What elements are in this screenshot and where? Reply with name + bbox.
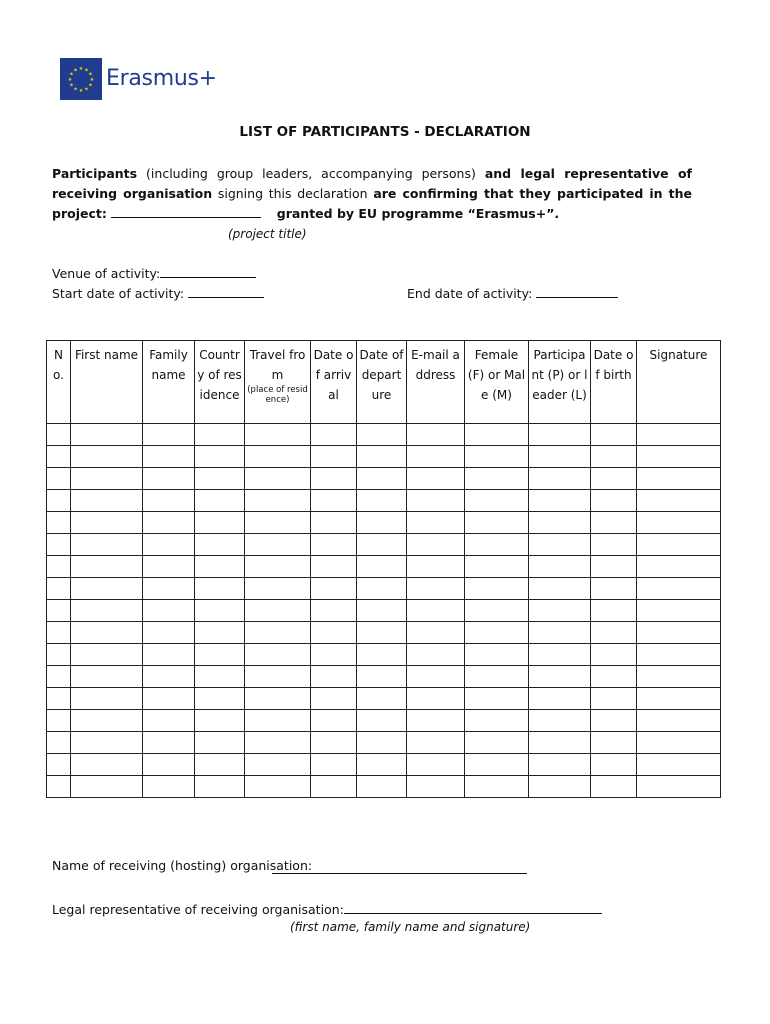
table-cell[interactable] bbox=[591, 534, 637, 556]
table-cell[interactable] bbox=[311, 534, 357, 556]
intro-text-2: (including group leaders, accompanying persons) bbox=[137, 166, 485, 181]
table-cell[interactable] bbox=[591, 578, 637, 600]
table-cell[interactable] bbox=[591, 688, 637, 710]
table-cell[interactable] bbox=[465, 446, 529, 468]
table-cell[interactable] bbox=[245, 710, 311, 732]
table-cell[interactable] bbox=[143, 688, 195, 710]
table-cell[interactable] bbox=[407, 556, 465, 578]
table-cell[interactable] bbox=[357, 446, 407, 468]
table-cell[interactable] bbox=[529, 512, 591, 534]
table-cell[interactable] bbox=[195, 534, 245, 556]
end-date-line bbox=[407, 284, 618, 301]
table-cell[interactable] bbox=[407, 446, 465, 468]
table-cell[interactable] bbox=[245, 600, 311, 622]
table-cell[interactable] bbox=[195, 578, 245, 600]
table-cell[interactable] bbox=[195, 622, 245, 644]
table-cell[interactable] bbox=[529, 534, 591, 556]
table-cell[interactable] bbox=[143, 468, 195, 490]
table-cell[interactable] bbox=[407, 578, 465, 600]
intro-bold-1: Participants bbox=[52, 166, 138, 181]
table-row bbox=[47, 468, 721, 490]
table-cell[interactable] bbox=[143, 754, 195, 776]
table-row bbox=[47, 622, 721, 644]
table-cell[interactable] bbox=[143, 776, 195, 798]
table-cell[interactable] bbox=[311, 754, 357, 776]
table-cell[interactable] bbox=[195, 666, 245, 688]
table-cell[interactable] bbox=[591, 732, 637, 754]
table-cell[interactable] bbox=[143, 644, 195, 666]
table-cell[interactable] bbox=[71, 732, 143, 754]
table-cell[interactable] bbox=[637, 754, 721, 776]
table-cell[interactable] bbox=[637, 666, 721, 688]
table-cell[interactable] bbox=[245, 666, 311, 688]
table-cell[interactable] bbox=[245, 644, 311, 666]
table-cell[interactable] bbox=[71, 446, 143, 468]
table-cell[interactable] bbox=[245, 622, 311, 644]
table-cell[interactable] bbox=[311, 424, 357, 446]
table-cell[interactable] bbox=[465, 424, 529, 446]
table-cell[interactable] bbox=[47, 578, 71, 600]
table-cell[interactable] bbox=[407, 424, 465, 446]
table-cell[interactable] bbox=[195, 644, 245, 666]
table-cell[interactable] bbox=[71, 644, 143, 666]
table-cell[interactable] bbox=[311, 710, 357, 732]
star-icon: ★ bbox=[89, 77, 95, 83]
table-cell[interactable] bbox=[529, 754, 591, 776]
table-cell[interactable] bbox=[245, 578, 311, 600]
table-cell[interactable] bbox=[637, 644, 721, 666]
table-cell[interactable] bbox=[311, 732, 357, 754]
table-row bbox=[47, 732, 721, 754]
table-cell[interactable] bbox=[529, 710, 591, 732]
page-title: LIST OF PARTICIPANTS - DECLARATION bbox=[239, 124, 531, 140]
legal-rep-label: Legal representative of receiving organisation: bbox=[52, 902, 344, 917]
table-cell[interactable] bbox=[47, 622, 71, 644]
table-row bbox=[47, 710, 721, 732]
table-cell[interactable] bbox=[465, 688, 529, 710]
table-row bbox=[47, 534, 721, 556]
intro-text-4: signing this declaration bbox=[212, 186, 374, 201]
table-cell[interactable] bbox=[47, 534, 71, 556]
table-cell[interactable] bbox=[143, 556, 195, 578]
table-cell[interactable] bbox=[311, 490, 357, 512]
table-cell[interactable] bbox=[357, 754, 407, 776]
header-first-name: First name bbox=[71, 341, 143, 424]
table-row bbox=[47, 776, 721, 798]
table-cell[interactable] bbox=[357, 578, 407, 600]
eu-flag-icon bbox=[60, 58, 102, 100]
table-cell[interactable] bbox=[47, 512, 71, 534]
table-cell[interactable] bbox=[71, 468, 143, 490]
table-row bbox=[47, 490, 721, 512]
table-cell[interactable] bbox=[529, 446, 591, 468]
table-cell[interactable] bbox=[591, 666, 637, 688]
table-cell[interactable] bbox=[591, 644, 637, 666]
declaration-text bbox=[52, 164, 692, 224]
table-cell[interactable] bbox=[47, 732, 71, 754]
table-cell[interactable] bbox=[357, 512, 407, 534]
table-row bbox=[47, 512, 721, 534]
erasmus-logo bbox=[60, 58, 217, 100]
table-cell[interactable] bbox=[407, 600, 465, 622]
table-cell[interactable] bbox=[47, 446, 71, 468]
table-cell[interactable] bbox=[529, 490, 591, 512]
table-cell[interactable] bbox=[637, 534, 721, 556]
table-cell[interactable] bbox=[143, 446, 195, 468]
table-cell[interactable] bbox=[529, 688, 591, 710]
table-cell[interactable] bbox=[637, 622, 721, 644]
table-cell[interactable] bbox=[465, 578, 529, 600]
table-cell[interactable] bbox=[465, 490, 529, 512]
star-icon: ★ bbox=[73, 67, 78, 74]
table-cell[interactable] bbox=[529, 666, 591, 688]
table-cell[interactable] bbox=[407, 622, 465, 644]
table-cell[interactable] bbox=[71, 424, 143, 446]
star-icon: ★ bbox=[88, 71, 93, 78]
table-cell[interactable] bbox=[591, 754, 637, 776]
table-cell[interactable] bbox=[195, 512, 245, 534]
table-cell[interactable] bbox=[407, 754, 465, 776]
star-icon: ★ bbox=[84, 67, 89, 74]
table-cell[interactable] bbox=[465, 556, 529, 578]
table-cell[interactable] bbox=[357, 534, 407, 556]
table-cell[interactable] bbox=[245, 512, 311, 534]
table-row bbox=[47, 754, 721, 776]
star-icon: ★ bbox=[78, 88, 84, 94]
table-cell[interactable] bbox=[591, 424, 637, 446]
table-cell[interactable] bbox=[71, 600, 143, 622]
table-cell[interactable] bbox=[465, 732, 529, 754]
table-cell[interactable] bbox=[47, 600, 71, 622]
table-cell[interactable] bbox=[311, 556, 357, 578]
table-cell[interactable] bbox=[143, 490, 195, 512]
table-row bbox=[47, 424, 721, 446]
table-cell[interactable] bbox=[465, 754, 529, 776]
table-cell[interactable] bbox=[529, 424, 591, 446]
table-cell[interactable] bbox=[311, 446, 357, 468]
star-icon: ★ bbox=[88, 82, 93, 89]
table-row bbox=[47, 600, 721, 622]
table-cell[interactable] bbox=[245, 556, 311, 578]
star-icon: ★ bbox=[69, 71, 74, 78]
table-cell[interactable] bbox=[465, 468, 529, 490]
header-date-arrival: Date of arrival bbox=[311, 341, 357, 424]
table-cell[interactable] bbox=[71, 776, 143, 798]
table-cell[interactable] bbox=[407, 732, 465, 754]
table-cell[interactable] bbox=[357, 776, 407, 798]
header-family-name: Family name bbox=[143, 341, 195, 424]
table-cell[interactable] bbox=[465, 776, 529, 798]
table-cell[interactable] bbox=[465, 512, 529, 534]
project-title-field[interactable] bbox=[111, 204, 261, 218]
header-email: E-mail address bbox=[407, 341, 465, 424]
table-cell[interactable] bbox=[529, 622, 591, 644]
end-date-field[interactable] bbox=[536, 284, 618, 298]
table-cell[interactable] bbox=[311, 666, 357, 688]
table-cell[interactable] bbox=[465, 534, 529, 556]
table-cell[interactable] bbox=[357, 622, 407, 644]
header-travel-from-label: Travel from bbox=[249, 348, 306, 382]
table-cell[interactable] bbox=[591, 600, 637, 622]
table-cell[interactable] bbox=[637, 600, 721, 622]
table-cell[interactable] bbox=[637, 688, 721, 710]
header-date-birth: Date of birth bbox=[591, 341, 637, 424]
table-cell[interactable] bbox=[47, 468, 71, 490]
table-cell[interactable] bbox=[245, 534, 311, 556]
table-cell[interactable] bbox=[465, 622, 529, 644]
table-cell[interactable] bbox=[637, 556, 721, 578]
table-cell[interactable] bbox=[47, 754, 71, 776]
table-cell[interactable] bbox=[195, 732, 245, 754]
table-cell[interactable] bbox=[245, 754, 311, 776]
table-row bbox=[47, 644, 721, 666]
table-cell[interactable] bbox=[529, 600, 591, 622]
table-cell[interactable] bbox=[637, 710, 721, 732]
star-icon: ★ bbox=[84, 86, 89, 93]
table-cell[interactable] bbox=[47, 490, 71, 512]
table-cell[interactable] bbox=[71, 710, 143, 732]
table-cell[interactable] bbox=[71, 490, 143, 512]
table-cell[interactable] bbox=[143, 666, 195, 688]
table-cell[interactable] bbox=[529, 732, 591, 754]
table-cell[interactable] bbox=[637, 512, 721, 534]
table-cell[interactable] bbox=[47, 688, 71, 710]
table-cell[interactable] bbox=[357, 424, 407, 446]
table-row bbox=[47, 446, 721, 468]
table-cell[interactable] bbox=[357, 644, 407, 666]
table-cell[interactable] bbox=[311, 512, 357, 534]
intro-bold-3: and legal representative of receiving organisation bbox=[52, 166, 692, 201]
table-cell[interactable] bbox=[195, 776, 245, 798]
star-icon: ★ bbox=[67, 77, 73, 83]
table-cell[interactable] bbox=[71, 754, 143, 776]
table-cell[interactable] bbox=[245, 446, 311, 468]
table-cell[interactable] bbox=[195, 688, 245, 710]
table-cell[interactable] bbox=[195, 424, 245, 446]
logo-text: Erasmus+ bbox=[106, 66, 217, 91]
venue-field[interactable] bbox=[160, 264, 256, 278]
table-cell[interactable] bbox=[245, 732, 311, 754]
table-cell[interactable] bbox=[357, 710, 407, 732]
table-cell[interactable] bbox=[71, 534, 143, 556]
table-cell[interactable] bbox=[195, 754, 245, 776]
table-cell[interactable] bbox=[71, 666, 143, 688]
table-cell[interactable] bbox=[311, 776, 357, 798]
end-date-label: End date of activity: bbox=[407, 286, 533, 301]
table-cell[interactable] bbox=[529, 644, 591, 666]
table-cell[interactable] bbox=[143, 534, 195, 556]
table-cell[interactable] bbox=[143, 732, 195, 754]
table-cell[interactable] bbox=[591, 446, 637, 468]
header-gender: Female (F) or Male (M) bbox=[465, 341, 529, 424]
table-cell[interactable] bbox=[407, 468, 465, 490]
table-cell[interactable] bbox=[47, 776, 71, 798]
table-cell[interactable] bbox=[529, 578, 591, 600]
table-cell[interactable] bbox=[47, 424, 71, 446]
table-cell[interactable] bbox=[591, 512, 637, 534]
table-cell[interactable] bbox=[245, 424, 311, 446]
table-cell[interactable] bbox=[195, 556, 245, 578]
table-cell[interactable] bbox=[195, 490, 245, 512]
header-signature: Signature bbox=[637, 341, 721, 424]
venue-label: Venue of activity: bbox=[52, 266, 161, 281]
table-cell[interactable] bbox=[195, 446, 245, 468]
table-cell[interactable] bbox=[47, 710, 71, 732]
table-cell[interactable] bbox=[47, 666, 71, 688]
intro-bold-5: are confirming that they participated in the project: bbox=[52, 186, 692, 221]
table-cell[interactable] bbox=[245, 468, 311, 490]
table-cell[interactable] bbox=[47, 556, 71, 578]
table-row bbox=[47, 578, 721, 600]
table-row bbox=[47, 556, 721, 578]
legal-rep-line bbox=[52, 900, 602, 917]
table-cell[interactable] bbox=[407, 710, 465, 732]
table-cell[interactable] bbox=[357, 666, 407, 688]
table-cell[interactable] bbox=[195, 710, 245, 732]
table-cell[interactable] bbox=[637, 446, 721, 468]
table-cell[interactable] bbox=[311, 468, 357, 490]
star-icon: ★ bbox=[73, 86, 78, 93]
table-cell[interactable] bbox=[465, 644, 529, 666]
table-cell[interactable] bbox=[357, 600, 407, 622]
table-cell[interactable] bbox=[143, 512, 195, 534]
table-row bbox=[47, 688, 721, 710]
table-cell[interactable] bbox=[71, 688, 143, 710]
table-row bbox=[47, 666, 721, 688]
table-cell[interactable] bbox=[195, 600, 245, 622]
table-cell[interactable] bbox=[143, 424, 195, 446]
table-cell[interactable] bbox=[529, 556, 591, 578]
table-cell[interactable] bbox=[143, 622, 195, 644]
table-cell[interactable] bbox=[143, 578, 195, 600]
table-cell[interactable] bbox=[47, 644, 71, 666]
header-country: Country of residence bbox=[195, 341, 245, 424]
table-cell[interactable] bbox=[591, 776, 637, 798]
table-cell[interactable] bbox=[71, 622, 143, 644]
table-cell[interactable] bbox=[311, 600, 357, 622]
table-cell[interactable] bbox=[529, 776, 591, 798]
table-cell[interactable] bbox=[637, 732, 721, 754]
table-cell[interactable] bbox=[407, 666, 465, 688]
table-cell[interactable] bbox=[407, 534, 465, 556]
table-cell[interactable] bbox=[591, 710, 637, 732]
table-cell[interactable] bbox=[71, 578, 143, 600]
start-date-field[interactable] bbox=[188, 284, 264, 298]
table-cell[interactable] bbox=[637, 424, 721, 446]
table-cell[interactable] bbox=[637, 468, 721, 490]
header-role: Participant (P) or leader (L) bbox=[529, 341, 591, 424]
table-cell[interactable] bbox=[357, 732, 407, 754]
table-cell[interactable] bbox=[143, 600, 195, 622]
table-cell[interactable] bbox=[195, 468, 245, 490]
intro-bold-6: granted by EU programme “Erasmus+”. bbox=[276, 206, 560, 221]
participants-table bbox=[46, 340, 721, 798]
table-cell[interactable] bbox=[71, 512, 143, 534]
star-icon: ★ bbox=[78, 66, 84, 72]
start-date-line bbox=[52, 284, 264, 301]
table-cell[interactable] bbox=[637, 776, 721, 798]
table-cell[interactable] bbox=[407, 644, 465, 666]
table-cell[interactable] bbox=[245, 490, 311, 512]
receiving-org-field[interactable] bbox=[272, 860, 527, 874]
table-cell[interactable] bbox=[591, 622, 637, 644]
star-icon: ★ bbox=[69, 82, 74, 89]
start-date-label: Start date of activity: bbox=[52, 286, 185, 301]
header-no: No. bbox=[47, 341, 71, 424]
table-cell[interactable] bbox=[407, 688, 465, 710]
table-cell[interactable] bbox=[407, 490, 465, 512]
table-cell[interactable] bbox=[357, 556, 407, 578]
table-cell[interactable] bbox=[465, 710, 529, 732]
header-travel-from bbox=[245, 341, 311, 424]
table-cell[interactable] bbox=[311, 688, 357, 710]
table-cell[interactable] bbox=[637, 578, 721, 600]
table-cell[interactable] bbox=[311, 644, 357, 666]
table-cell[interactable] bbox=[465, 600, 529, 622]
project-title-caption: (project title) bbox=[228, 227, 307, 241]
table-cell[interactable] bbox=[357, 468, 407, 490]
table-cell[interactable] bbox=[71, 556, 143, 578]
legal-rep-field[interactable] bbox=[344, 900, 602, 914]
table-cell[interactable] bbox=[143, 710, 195, 732]
table-cell[interactable] bbox=[591, 556, 637, 578]
table-cell[interactable] bbox=[465, 666, 529, 688]
table-cell[interactable] bbox=[245, 688, 311, 710]
header-travel-from-sub: (place of residence) bbox=[247, 385, 308, 405]
receiving-org-label: Name of receiving (hosting) organisation: bbox=[52, 858, 313, 873]
table-cell[interactable] bbox=[407, 776, 465, 798]
table-cell[interactable] bbox=[529, 468, 591, 490]
table-cell[interactable] bbox=[311, 622, 357, 644]
table-header-row bbox=[47, 341, 721, 424]
header-date-departure: Date of departure bbox=[357, 341, 407, 424]
table-cell[interactable] bbox=[591, 490, 637, 512]
table-cell[interactable] bbox=[245, 776, 311, 798]
table-cell[interactable] bbox=[311, 578, 357, 600]
table-cell[interactable] bbox=[357, 688, 407, 710]
table-cell[interactable] bbox=[591, 468, 637, 490]
table-cell[interactable] bbox=[407, 512, 465, 534]
venue-line bbox=[52, 264, 256, 281]
legal-rep-caption: (first name, family name and signature) bbox=[290, 920, 531, 934]
table-cell[interactable] bbox=[637, 490, 721, 512]
table-cell[interactable] bbox=[357, 490, 407, 512]
